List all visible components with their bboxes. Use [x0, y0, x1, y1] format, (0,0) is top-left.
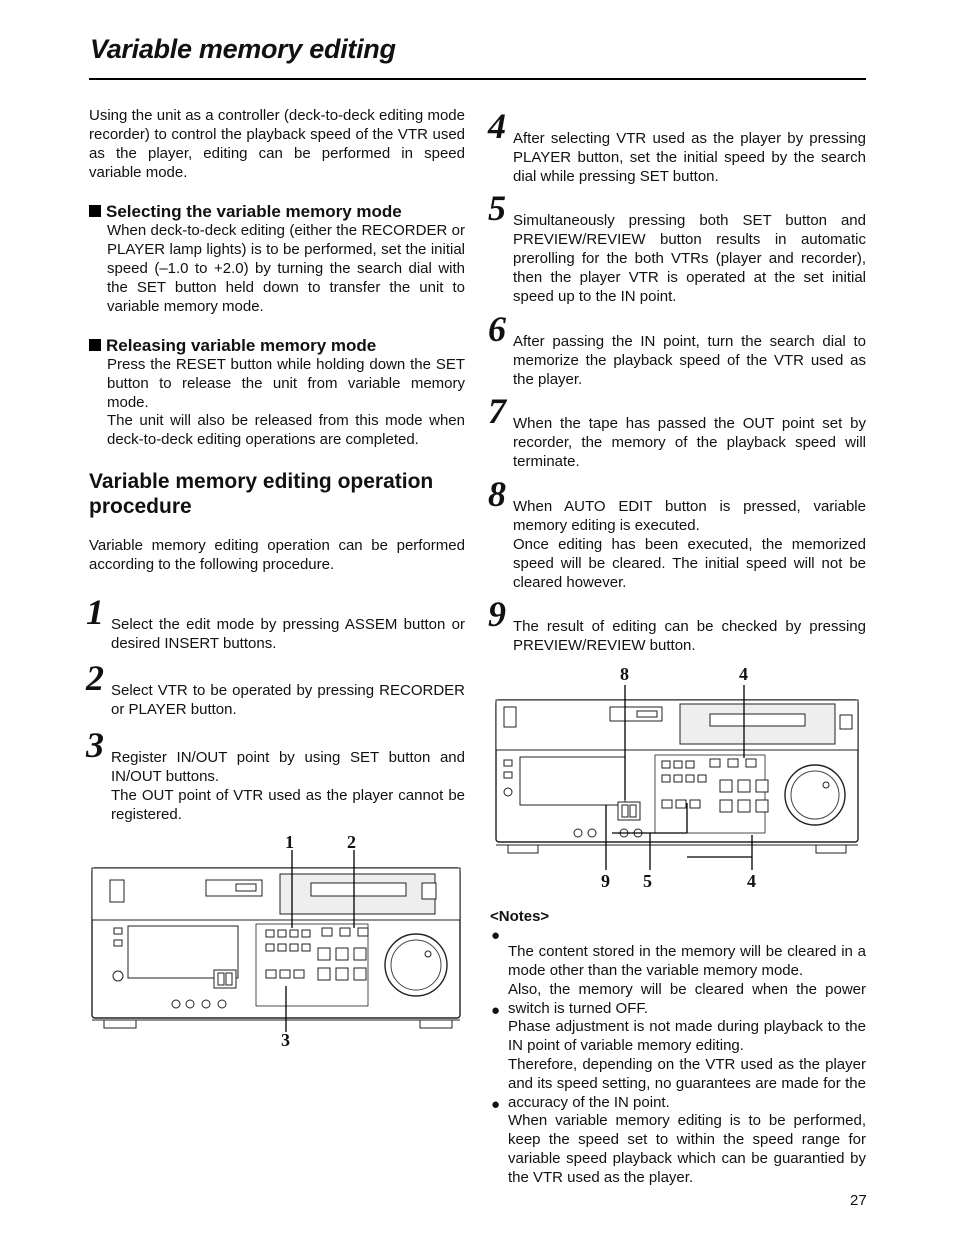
bullet-dot-icon: ●	[491, 927, 501, 944]
procedure-intro: Variable memory editing operation can be performed according to the following procedure.	[89, 537, 465, 573]
step-2-text: Select VTR to be operated by pressing RECORDER or PLAYER button.	[111, 682, 465, 718]
releasing-heading-text: Releasing variable memory mode	[106, 336, 377, 355]
step-number-5: 5	[488, 188, 506, 228]
step-6-text: After passing the IN point, turn the search dial to memorize the playback speed of the VTR used as the player.	[513, 333, 866, 388]
step-number-8: 8	[488, 474, 506, 514]
vtr-front-panel-illustration-right	[490, 685, 870, 870]
callout-1: 1	[285, 832, 294, 852]
callout-4-bottom: 4	[747, 871, 756, 891]
square-bullet-icon	[89, 339, 101, 351]
callout-9: 9	[601, 871, 610, 891]
step-number-1: 1	[86, 592, 104, 632]
selecting-heading-text: Selecting the variable memory mode	[106, 202, 402, 221]
callout-4-top: 4	[739, 664, 748, 684]
procedure-heading	[89, 469, 433, 519]
vtr-front-panel-illustration-left	[86, 850, 466, 1032]
note-2: Phase adjustment is not made during playback to the IN point of variable memory editing.	[508, 1018, 866, 1054]
note-2-2: Therefore, depending on the VTR used as the player and its speed setting, no guarantees are made for the accuracy of the IN point.	[508, 1056, 866, 1111]
step-3-text-2: The OUT point of VTR used as the player cannot be registered.	[111, 787, 465, 823]
step-number-7: 7	[488, 391, 506, 431]
callout-2: 2	[347, 832, 356, 852]
step-number-4: 4	[488, 106, 506, 146]
procedure-heading-line2: procedure	[89, 495, 192, 518]
step-number-2: 2	[86, 658, 104, 698]
note-3: When variable memory editing is to be performed, keep the speed set to within the speed range for variable speed playback which can be guarantied by the VTR used as the player.	[508, 1112, 866, 1186]
step-4-text: After selecting VTR used as the player by pressing PLAYER button, set the initial speed by the search dial while pressing SET button.	[513, 130, 866, 185]
selecting-heading	[89, 202, 402, 222]
step-number-6: 6	[488, 309, 506, 349]
step-1-text: Select the edit mode by pressing ASSEM button or desired INSERT buttons.	[111, 616, 465, 652]
step-8-text: When AUTO EDIT button is pressed, variable memory editing is executed.	[513, 498, 866, 534]
selecting-body: When deck-to-deck editing (either the RECORDER or PLAYER lamp lights) is to be performed, set the initial speed (–1.0 to +2.0) by turning the search dial with the SET button held down to transfer the unit to variable memory mode.	[107, 222, 465, 315]
step-9-text: The result of editing can be checked by pressing PREVIEW/REVIEW button.	[513, 618, 866, 654]
page-number: 27	[850, 1192, 867, 1209]
procedure-heading-line1: Variable memory editing operation	[89, 470, 434, 493]
step-5-text: Simultaneously pressing both SET button and PREVIEW/REVIEW button results in automatic prerolling for the both VTRs (player and recorder), then the player VTR is operated at the set initial speed up to the IN point.	[513, 212, 866, 305]
releasing-body-1: Press the RESET button while holding down the SET button to release the unit from variable memory mode.	[107, 356, 465, 411]
step-number-9: 9	[488, 594, 506, 634]
page-title: Variable memory editing	[90, 34, 396, 64]
notes-heading: <Notes>	[490, 908, 550, 925]
callout-5: 5	[643, 871, 652, 891]
bullet-dot-icon: ●	[491, 1002, 501, 1019]
step-8-text-2: Once editing has been executed, the memorized speed will be cleared. The initial speed will not be cleared however.	[513, 536, 866, 591]
step-3-text: Register IN/OUT point by using SET button and IN/OUT buttons.	[111, 749, 465, 785]
note-1: The content stored in the memory will be cleared in a mode other than the variable memory mode.	[508, 943, 866, 979]
note-1-2: Also, the memory will be cleared when the power switch is turned OFF.	[508, 981, 866, 1017]
step-7-text: When the tape has passed the OUT point set by recorder, the memory of the playback speed will terminate.	[513, 415, 866, 470]
callout-3: 3	[281, 1030, 290, 1050]
releasing-heading	[89, 336, 376, 356]
step-number-3: 3	[86, 725, 104, 765]
title-divider	[89, 78, 866, 80]
square-bullet-icon	[89, 205, 101, 217]
releasing-body-2: The unit will also be released from this mode when deck-to-deck editing operations are completed.	[107, 412, 465, 448]
intro-paragraph: Using the unit as a controller (deck-to-deck editing mode recorder) to control the playback speed of the VTR used as the player, editing can be performed in speed variable mode.	[89, 107, 465, 181]
callout-8: 8	[620, 664, 629, 684]
bullet-dot-icon: ●	[491, 1096, 501, 1113]
